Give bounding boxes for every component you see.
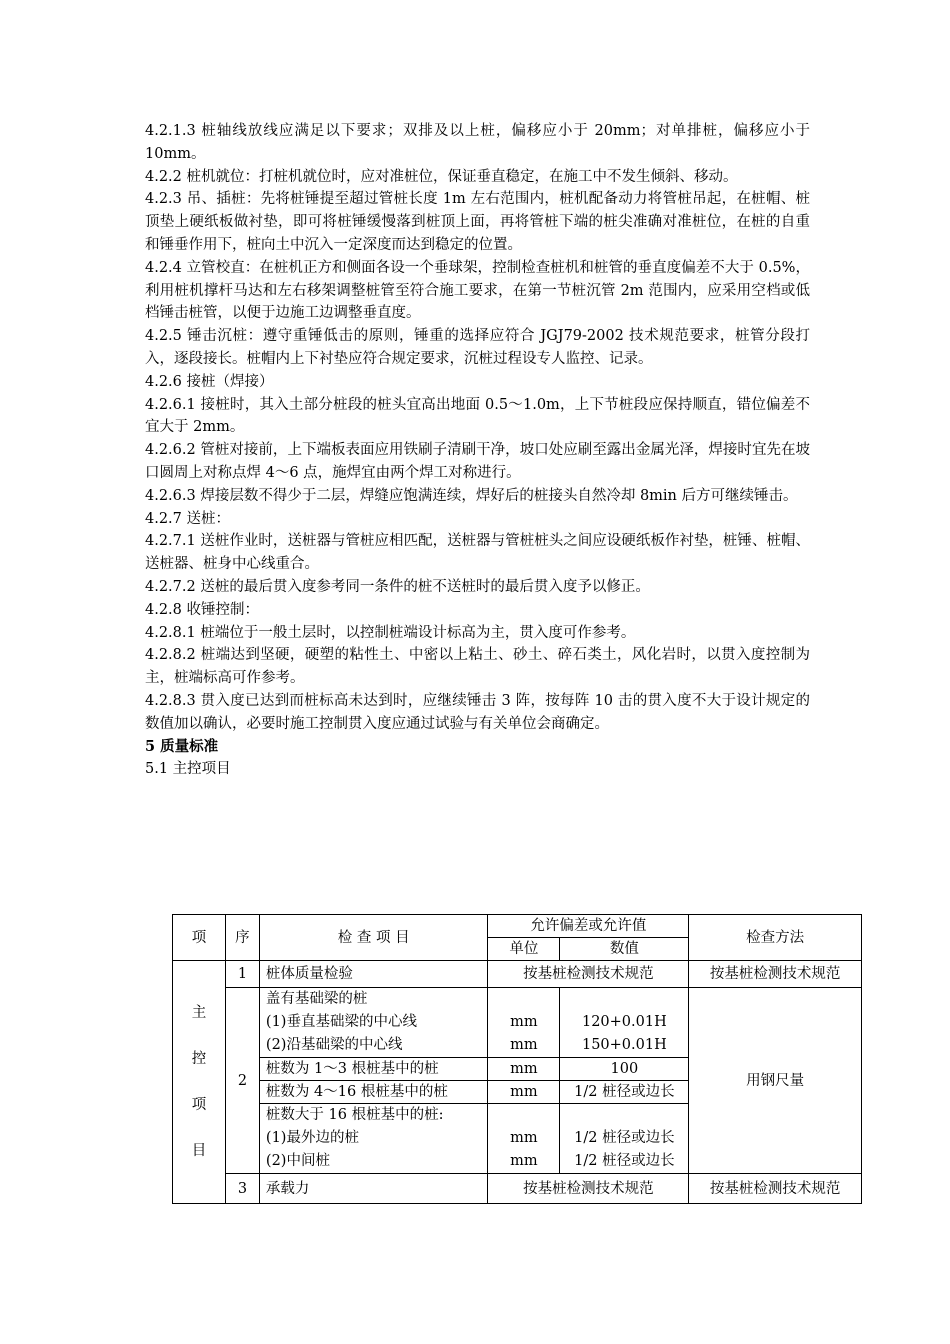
header-value: 数值	[560, 938, 689, 961]
paragraph: 4.2.8.3 贯入度已达到而桩标高未达到时，应继续锤击 3 阵，按每阵 10 击的贯入度不大于设计规定的数值加以确认，必要时施工控制贯入度应通过试验与有关单位会商确定。	[145, 692, 810, 732]
quality-standard-table	[172, 914, 862, 1204]
paragraph: 4.2.4 立管校直：在桩机正方和侧面各设一个垂球架，控制检查桩机和桩管的垂直度偏差不大于 0.5%，利用桩机撑杆马达和左右移架调整桩管至符合施工要求，在第一节桩沉管 2m 范围内，应采用空档或低档锤击桩管，以便于边施工边调整垂直度。	[145, 259, 810, 322]
paragraph: 4.2.2 桩机就位：打桩机就位时，应对准桩位，保证垂直稳定，在施工中不发生倾斜、移动。	[145, 168, 738, 185]
item-cell: 桩数为 1～3 根桩基中的桩	[259, 1058, 488, 1081]
paragraph: 4.2.8.2 桩端达到坚硬，硬塑的粘性土、中密以上粘土、砂土、碎石类土，风化岩时，以贯入度控制为主，桩端标高可作参考。	[145, 647, 810, 687]
table-header-row	[173, 915, 862, 938]
header-check-item: 检 查 项 目	[259, 915, 488, 961]
item-cell: 承载力	[259, 1174, 488, 1204]
category-char: 项	[191, 1097, 207, 1113]
seq-cell: 1	[225, 961, 259, 988]
header-item: 项	[173, 915, 226, 961]
subsection-heading: 5.1 主控项目	[145, 761, 231, 778]
seq-cell: 2	[225, 988, 259, 1174]
paragraph: 4.2.8 收锤控制：	[145, 601, 260, 618]
paragraph: 4.2.7.2 送桩的最后贯入度参考同一条件的桩不送桩时的最后贯入度予以修正。	[145, 578, 650, 595]
category-char: 目	[191, 1143, 207, 1159]
paragraph: 4.2.6.3 焊接层数不得少于二层，焊缝应饱满连续，焊好后的桩接头自然冷却 8min 后方可继续锤击。	[145, 487, 798, 504]
category-cell	[173, 961, 226, 1204]
paragraph: 4.2.6.1 接桩时，其入土部分桩段的桩头宜高出地面 0.5～1.0m，上下节桩段应保持顺直，错位偏差不宜大于 2mm。	[145, 396, 810, 436]
item-cell: 桩数大于 16 根桩基中的桩: (1)最外边的桩 (2)中间桩	[259, 1104, 488, 1174]
method-cell: 按基桩检测技术规范	[689, 1174, 862, 1204]
section-heading: 5 质量标准	[145, 737, 219, 755]
paragraph: 4.2.3 吊、插桩：先将桩锤提至超过管桩长度 1m 左右范围内，桩机配备动力将管桩吊起，在桩帽、桩顶垫上硬纸板做衬垫，即可将桩锤缓慢落到桩顶上面，再将管桩下端的桩尖准确对准桩位，在桩的自重和锤垂作用下，桩向土中沉入一定深度而达到稳定的位置。	[145, 191, 810, 253]
paragraph: 4.2.6.2 管桩对接前，上下端板表面应用铁刷子清刷干净，坡口处应刷至露出金属光泽，焊接时宜先在坡口圆周上对称点焊 4～6 点，施焊宜由两个焊工对称进行。	[145, 442, 810, 481]
table-row	[173, 1174, 862, 1204]
paragraph: 4.2.7.1 送桩作业时，送桩器与管桩应相匹配，送桩器与管桩桩头之间应设硬纸板作衬垫，桩锤、桩帽、送桩器、桩身中心线重合。	[145, 533, 810, 573]
unit-cell: mm mm	[488, 988, 560, 1058]
item-cell: 桩数为 4～16 根桩基中的桩	[259, 1081, 488, 1104]
paragraph: 4.2.8.1 桩端位于一般土层时，以控制桩端设计标高为主，贯入度可作参考。	[145, 624, 636, 641]
table-row	[173, 988, 862, 1058]
paragraph: 4.2.5 锤击沉桩：遵守重锤低击的原则，锤重的选择应符合 JGJ79-2002 技术规范要求，桩管分段打入，逐段接长。桩帽内上下衬垫应符合规定要求，沉桩过程设专人监控、记录。	[145, 328, 810, 367]
method-cell: 用钢尺量	[689, 988, 862, 1174]
tolerance-cell: 按基桩检测技术规范	[488, 961, 689, 988]
unit-cell: mm mm	[488, 1104, 560, 1174]
unit-cell: mm	[488, 1081, 560, 1104]
unit-cell: mm	[488, 1058, 560, 1081]
seq-cell: 3	[225, 1174, 259, 1204]
header-seq: 序	[225, 915, 259, 961]
table-row	[173, 961, 862, 988]
value-cell: 120+0.01H 150+0.01H	[560, 988, 689, 1058]
category-char: 主	[191, 1005, 207, 1021]
tolerance-cell: 按基桩检测技术规范	[488, 1174, 689, 1204]
item-cell: 盖有基础梁的桩 (1)垂直基础梁的中心线 (2)沿基础梁的中心线	[259, 988, 488, 1058]
paragraph: 4.2.7 送桩：	[145, 510, 231, 527]
value-cell: 100	[560, 1058, 689, 1081]
paragraph: 4.2.6 接桩（焊接）	[145, 373, 274, 390]
body-text	[145, 120, 810, 781]
category-char: 控	[191, 1051, 207, 1067]
header-unit: 单位	[488, 938, 560, 961]
value-cell: 1/2 桩径或边长	[560, 1081, 689, 1104]
value-cell: 1/2 桩径或边长 1/2 桩径或边长	[560, 1104, 689, 1174]
header-method: 检查方法	[689, 915, 862, 961]
method-cell: 按基桩检测技术规范	[689, 961, 862, 988]
header-tolerance: 允许偏差或允许值	[488, 915, 689, 938]
item-cell: 桩体质量检验	[259, 961, 488, 988]
paragraph: 4.2.1.3 桩轴线放线应满足以下要求；双排及以上桩，偏移应小于 20mm；对单排桩，偏移应小于 10mm。	[145, 123, 810, 162]
